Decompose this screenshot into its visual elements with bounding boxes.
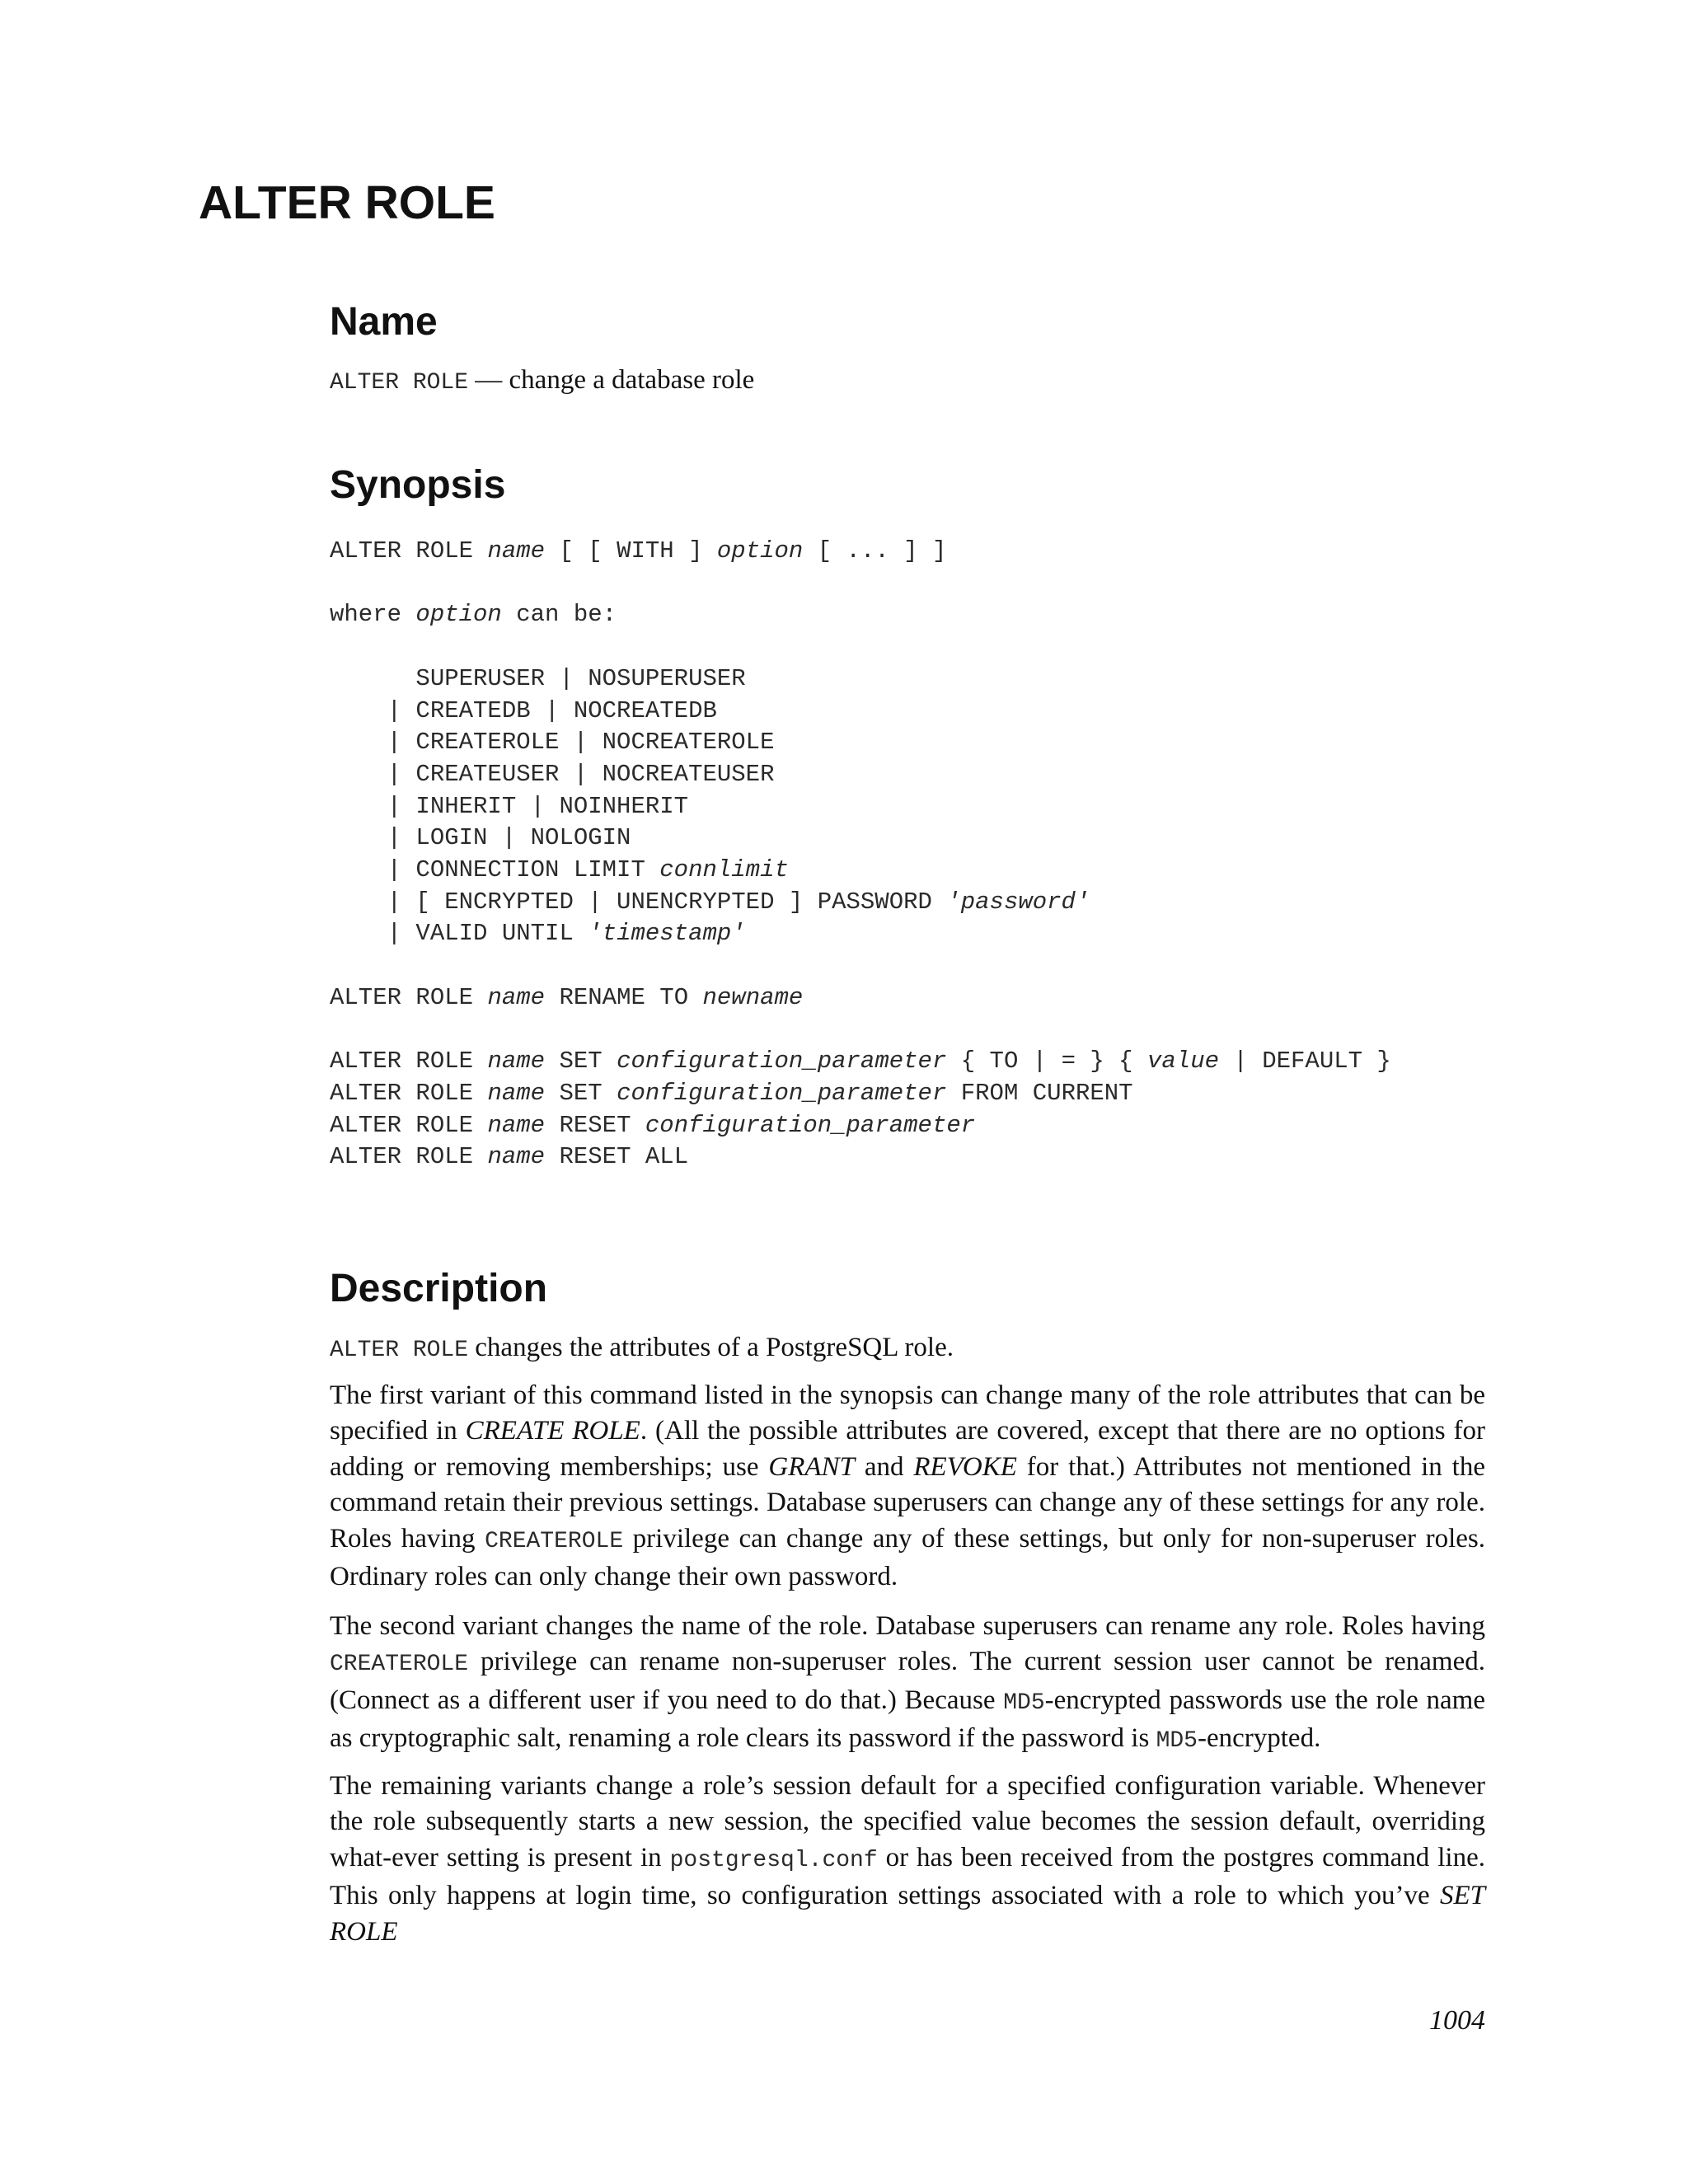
synopsis-text: ALTER ROLE xyxy=(330,537,488,565)
paragraph-text: privilege can change any of these settings, but only for non-superuser roles. Ordinary roles can only change their own password. xyxy=(330,1523,1485,1592)
synopsis-text: can be: xyxy=(501,601,617,629)
synopsis-text: | VALID UNTIL xyxy=(330,920,588,948)
synopsis-text: RESET xyxy=(545,1111,645,1139)
page-title: ALTER ROLE xyxy=(199,176,495,229)
synopsis-parameter: 'password' xyxy=(946,888,1090,916)
inline-code: CREATEROLE xyxy=(330,1652,469,1678)
synopsis-text: RENAME TO xyxy=(545,983,703,1011)
paragraph-text: . (All the possible attributes are covered, except that there are no options for adding or removing memberships; use xyxy=(330,1416,1486,1482)
synopsis-parameter: 'timestamp' xyxy=(588,920,746,948)
intro-text: changes the attributes of a PostgreSQL role. xyxy=(468,1333,954,1362)
inline-code: CREATEROLE xyxy=(485,1528,624,1554)
synopsis-text: | LOGIN | NOLOGIN xyxy=(330,824,631,852)
page-number: 1004 xyxy=(1429,2005,1485,2036)
synopsis-text: | CONNECTION LIMIT xyxy=(330,856,660,884)
inline-code: MD5 xyxy=(1003,1690,1045,1716)
synopsis-text: FROM CURRENT xyxy=(946,1079,1133,1107)
synopsis-text: ALTER ROLE xyxy=(330,983,488,1011)
synopsis-text: SET xyxy=(545,1079,617,1107)
intro-command: ALTER ROLE xyxy=(330,1338,469,1363)
synopsis-text: | CREATEUSER | NOCREATEUSER xyxy=(330,760,775,788)
synopsis-parameter: name xyxy=(487,537,546,565)
command-reference: REVOKE xyxy=(913,1451,1017,1482)
description-paragraph-1 xyxy=(330,1378,1485,1595)
command-name: ALTER ROLE xyxy=(330,370,469,396)
description-paragraph-3 xyxy=(330,1769,1485,1950)
synopsis-code-block xyxy=(330,536,1391,1174)
synopsis-parameter: configuration_parameter xyxy=(617,1047,947,1076)
synopsis-parameter: name xyxy=(487,983,546,1011)
inline-code: MD5 xyxy=(1156,1728,1198,1755)
description-intro xyxy=(330,1331,1485,1369)
synopsis-heading: Synopsis xyxy=(330,463,506,507)
synopsis-parameter: connlimit xyxy=(659,856,789,884)
command-summary: — change a database role xyxy=(468,365,755,395)
name-heading: Name xyxy=(330,300,438,344)
synopsis-text: [ [ WITH ] xyxy=(545,537,717,565)
inline-code: postgresql.conf xyxy=(669,1847,878,1873)
synopsis-text: { TO | = } { xyxy=(946,1047,1147,1076)
synopsis-parameter: option xyxy=(716,537,804,565)
synopsis-parameter: name xyxy=(487,1079,546,1107)
paragraph-text: The second variant changes the name of the role. Database superusers can rename any role. Roles having xyxy=(330,1611,1485,1641)
synopsis-text: ALTER ROLE xyxy=(330,1079,488,1107)
command-reference: SET ROLE xyxy=(330,1881,1485,1947)
synopsis-parameter: configuration_parameter xyxy=(645,1111,976,1139)
paragraph-text: for that.) Attributes not mentioned in the command retain their previous settings. Database superusers can change any of these settings for any role. Roles having xyxy=(330,1451,1485,1554)
synopsis-text: | CREATEDB | NOCREATEDB xyxy=(330,696,717,724)
name-line xyxy=(330,363,1485,401)
command-reference: CREATE ROLE xyxy=(465,1416,640,1446)
paragraph-text: -encrypted. xyxy=(1197,1723,1321,1754)
synopsis-text: RESET ALL xyxy=(545,1143,689,1171)
synopsis-parameter: option xyxy=(415,601,502,629)
paragraph-text: The first variant of this command listed in the synopsis can change many of the role attributes that can be specified in xyxy=(330,1380,1485,1446)
synopsis-parameter: newname xyxy=(702,983,804,1011)
synopsis-text: | DEFAULT } xyxy=(1219,1047,1391,1076)
paragraph-text: and xyxy=(854,1451,914,1482)
synopsis-text: SUPERUSER | NOSUPERUSER xyxy=(330,664,746,692)
command-reference: GRANT xyxy=(768,1451,855,1482)
synopsis-parameter: name xyxy=(487,1111,546,1139)
description-heading: Description xyxy=(330,1267,548,1310)
paragraph-text: or has been received from the postgres command line. This only happens at login time, so configuration settings associated with a role to which you’ve xyxy=(330,1842,1485,1911)
synopsis-parameter: configuration_parameter xyxy=(617,1079,947,1107)
synopsis-text: where xyxy=(330,601,416,629)
paragraph-text: The remaining variants change a role’s session default for a specified configuration variable. Whenever the role subsequently starts a new session, the specified value becomes the session default, overriding what-ever setting is present in xyxy=(330,1771,1485,1872)
synopsis-parameter: name xyxy=(487,1143,546,1171)
paragraph-text: -encrypted passwords use the role name as cryptographic salt, renaming a role clears its password if the password is xyxy=(330,1685,1486,1754)
synopsis-parameter: name xyxy=(487,1047,546,1076)
synopsis-parameter: value xyxy=(1146,1047,1219,1076)
synopsis-text: ALTER ROLE xyxy=(330,1143,488,1171)
synopsis-text: | INHERIT | NOINHERIT xyxy=(330,792,689,820)
synopsis-text: SET xyxy=(545,1047,617,1076)
synopsis-text: ALTER ROLE xyxy=(330,1047,488,1076)
synopsis-text: | CREATEROLE | NOCREATEROLE xyxy=(330,729,775,757)
synopsis-text: ALTER ROLE xyxy=(330,1111,488,1139)
description-paragraph-2 xyxy=(330,1609,1485,1760)
synopsis-text: [ ... ] ] xyxy=(803,537,947,565)
paragraph-text: privilege can rename non-superuser roles. The current session user cannot be renamed. (Connect as a different user if you need to do that.) Because xyxy=(330,1647,1485,1715)
synopsis-text: | [ ENCRYPTED | UNENCRYPTED ] PASSWORD xyxy=(330,888,947,916)
